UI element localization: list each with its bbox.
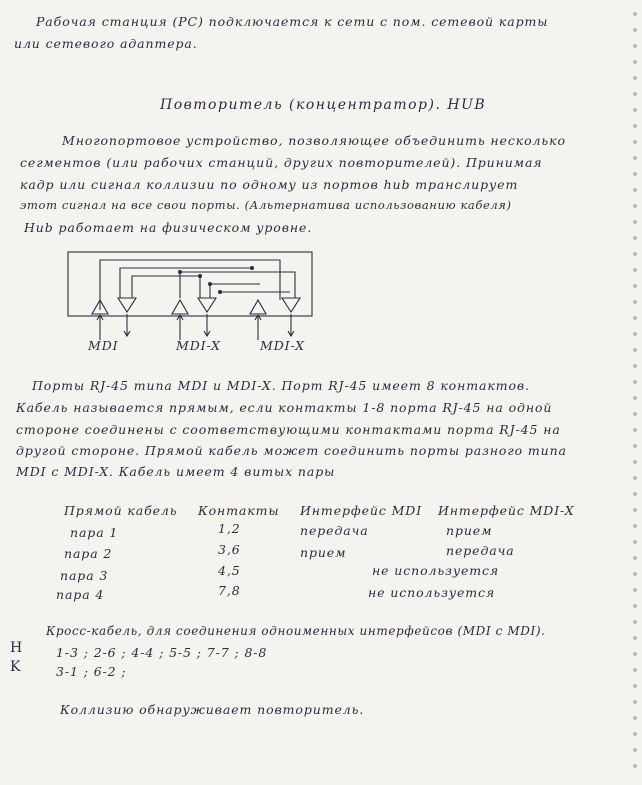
ports-line-1: Порты RJ-45 типа MDI и MDI-X. Порт RJ-45 имеет 8 контактов. — [32, 378, 530, 393]
port3-out-triangle — [282, 298, 300, 312]
diagram-label-mdix-2: MDI-X — [260, 338, 305, 353]
binding-hole — [633, 604, 637, 608]
intro-line-2: или сетевого адаптера. — [14, 36, 198, 51]
diagram-label-mdi: MDI — [88, 338, 119, 353]
binding-hole — [633, 364, 637, 368]
junction-dot-1 — [178, 270, 182, 274]
ports-line-5: MDI с MDI-X. Кабель имеет 4 витых пары — [16, 464, 336, 479]
hub-box — [68, 252, 312, 316]
binding-hole — [633, 252, 637, 256]
table-row-3-pair: пара 3 — [60, 568, 109, 583]
binding-hole — [633, 60, 637, 64]
hub-desc-line-1: Многопортовое устройство, позволяющее объединить несколько — [62, 133, 566, 148]
binding-hole — [633, 332, 637, 336]
binding-hole — [633, 380, 637, 384]
binding-hole — [633, 620, 637, 624]
table-row-2-mdi: прием — [300, 545, 347, 560]
table-header-contacts: Контакты — [198, 503, 280, 518]
junction-dot-2 — [198, 274, 202, 278]
binding-hole — [633, 236, 637, 240]
binding-hole — [633, 172, 637, 176]
intro-line-1: Рабочая станция (PC) подключается к сети с пом. сетевой карты — [36, 14, 549, 29]
binding-hole — [633, 188, 637, 192]
binding-hole — [633, 716, 637, 720]
port1-out-triangle — [118, 298, 136, 312]
binding-hole — [633, 524, 637, 528]
cross-h-mark: H — [10, 640, 24, 656]
cross-cable-text: Кросс-кабель, для соединения одноименных интерфейсов (MDI с MDI). — [46, 624, 546, 638]
binding-hole — [633, 204, 637, 208]
collision-note: Коллизию обнаруживает повторитель. — [60, 702, 365, 717]
binding-hole — [633, 316, 637, 320]
binding-hole — [633, 108, 637, 112]
table-row-3-unused: не используется — [372, 563, 500, 578]
binding-hole — [633, 748, 637, 752]
binding-hole — [633, 348, 637, 352]
cross-k-pairs: 3-1 ; 6-2 ; — [56, 664, 127, 679]
port2-out-triangle — [198, 298, 216, 312]
binding-hole — [633, 588, 637, 592]
cross-h-pairs: 1-3 ; 2-6 ; 4-4 ; 5-5 ; 7-7 ; 8-8 — [56, 645, 268, 660]
binding-hole — [633, 284, 637, 288]
binding-hole — [633, 396, 637, 400]
hub-title: Повторитель (концентратор). HUB — [160, 97, 487, 113]
cross-k-mark: K — [10, 659, 22, 675]
table-row-2-mdix: передача — [446, 543, 515, 558]
binding-hole — [633, 508, 637, 512]
hub-desc-line-5: Hub работает на физическом уровне. — [24, 220, 313, 235]
binding-hole — [633, 44, 637, 48]
binding-hole — [633, 28, 637, 32]
junction-dot-4 — [218, 290, 222, 294]
binding-hole — [633, 76, 637, 80]
hub-desc-line-4: этот сигнал на все свои порты. (Альтернатива использованию кабеля) — [20, 198, 512, 212]
binding-hole — [633, 140, 637, 144]
binding-hole — [633, 572, 637, 576]
binding-hole — [633, 220, 637, 224]
binding-hole — [633, 444, 637, 448]
binding-hole — [633, 268, 637, 272]
port3-in-triangle — [250, 300, 266, 314]
table-row-1-contacts: 1,2 — [218, 521, 241, 536]
hub-desc-line-3: кадр или сигнал коллизии по одному из портов hub транслирует — [20, 177, 519, 192]
table-row-4-contacts: 7,8 — [218, 583, 241, 598]
table-row-2-pair: пара 2 — [64, 546, 113, 561]
binding-hole — [633, 92, 637, 96]
table-row-1-pair: пара 1 — [70, 525, 119, 540]
bus-line-3 — [132, 276, 200, 298]
binding-hole — [633, 732, 637, 736]
binding-hole — [633, 300, 637, 304]
binding-hole — [633, 12, 637, 16]
table-row-1-mdix: прием — [446, 523, 493, 538]
binding-hole — [633, 540, 637, 544]
table-row-4-pair: пара 4 — [56, 587, 105, 602]
table-row-4-unused: не используется — [368, 585, 496, 600]
junction-dot-3 — [208, 282, 212, 286]
table-row-3-contacts: 4,5 — [218, 563, 241, 578]
ports-line-2: Кабель называется прямым, если контакты 1-8 порта RJ-45 на одной — [16, 400, 553, 415]
junction-dot-5 — [250, 266, 254, 270]
ports-line-4: другой стороне. Прямой кабель может соединить порты разного типа — [16, 443, 567, 458]
ports-line-3: стороне соединены с соответствующими контактами порта RJ-45 на — [16, 422, 561, 437]
binding-hole — [633, 636, 637, 640]
binding-hole — [633, 684, 637, 688]
binding-hole — [633, 668, 637, 672]
hub-desc-line-2: сегментов (или рабочих станций, других повторителей). Принимая — [20, 155, 543, 170]
binding-hole — [633, 412, 637, 416]
binding-hole — [633, 492, 637, 496]
table-row-1-mdi: передача — [300, 523, 369, 538]
binding-hole — [633, 428, 637, 432]
spiral-binding — [632, 0, 638, 785]
binding-hole — [633, 652, 637, 656]
table-row-2-contacts: 3,6 — [218, 542, 241, 557]
binding-hole — [633, 476, 637, 480]
table-header-cable: Прямой кабель — [64, 503, 178, 518]
binding-hole — [633, 764, 637, 768]
binding-hole — [633, 460, 637, 464]
table-header-mdi: Интерфейс MDI — [300, 503, 423, 518]
diagram-label-mdix-1: MDI-X — [176, 338, 221, 353]
table-header-mdix: Интерфейс MDI-X — [438, 503, 575, 518]
binding-hole — [633, 556, 637, 560]
binding-hole — [633, 124, 637, 128]
binding-hole — [633, 700, 637, 704]
port2-in-triangle — [172, 300, 188, 314]
binding-hole — [633, 156, 637, 160]
